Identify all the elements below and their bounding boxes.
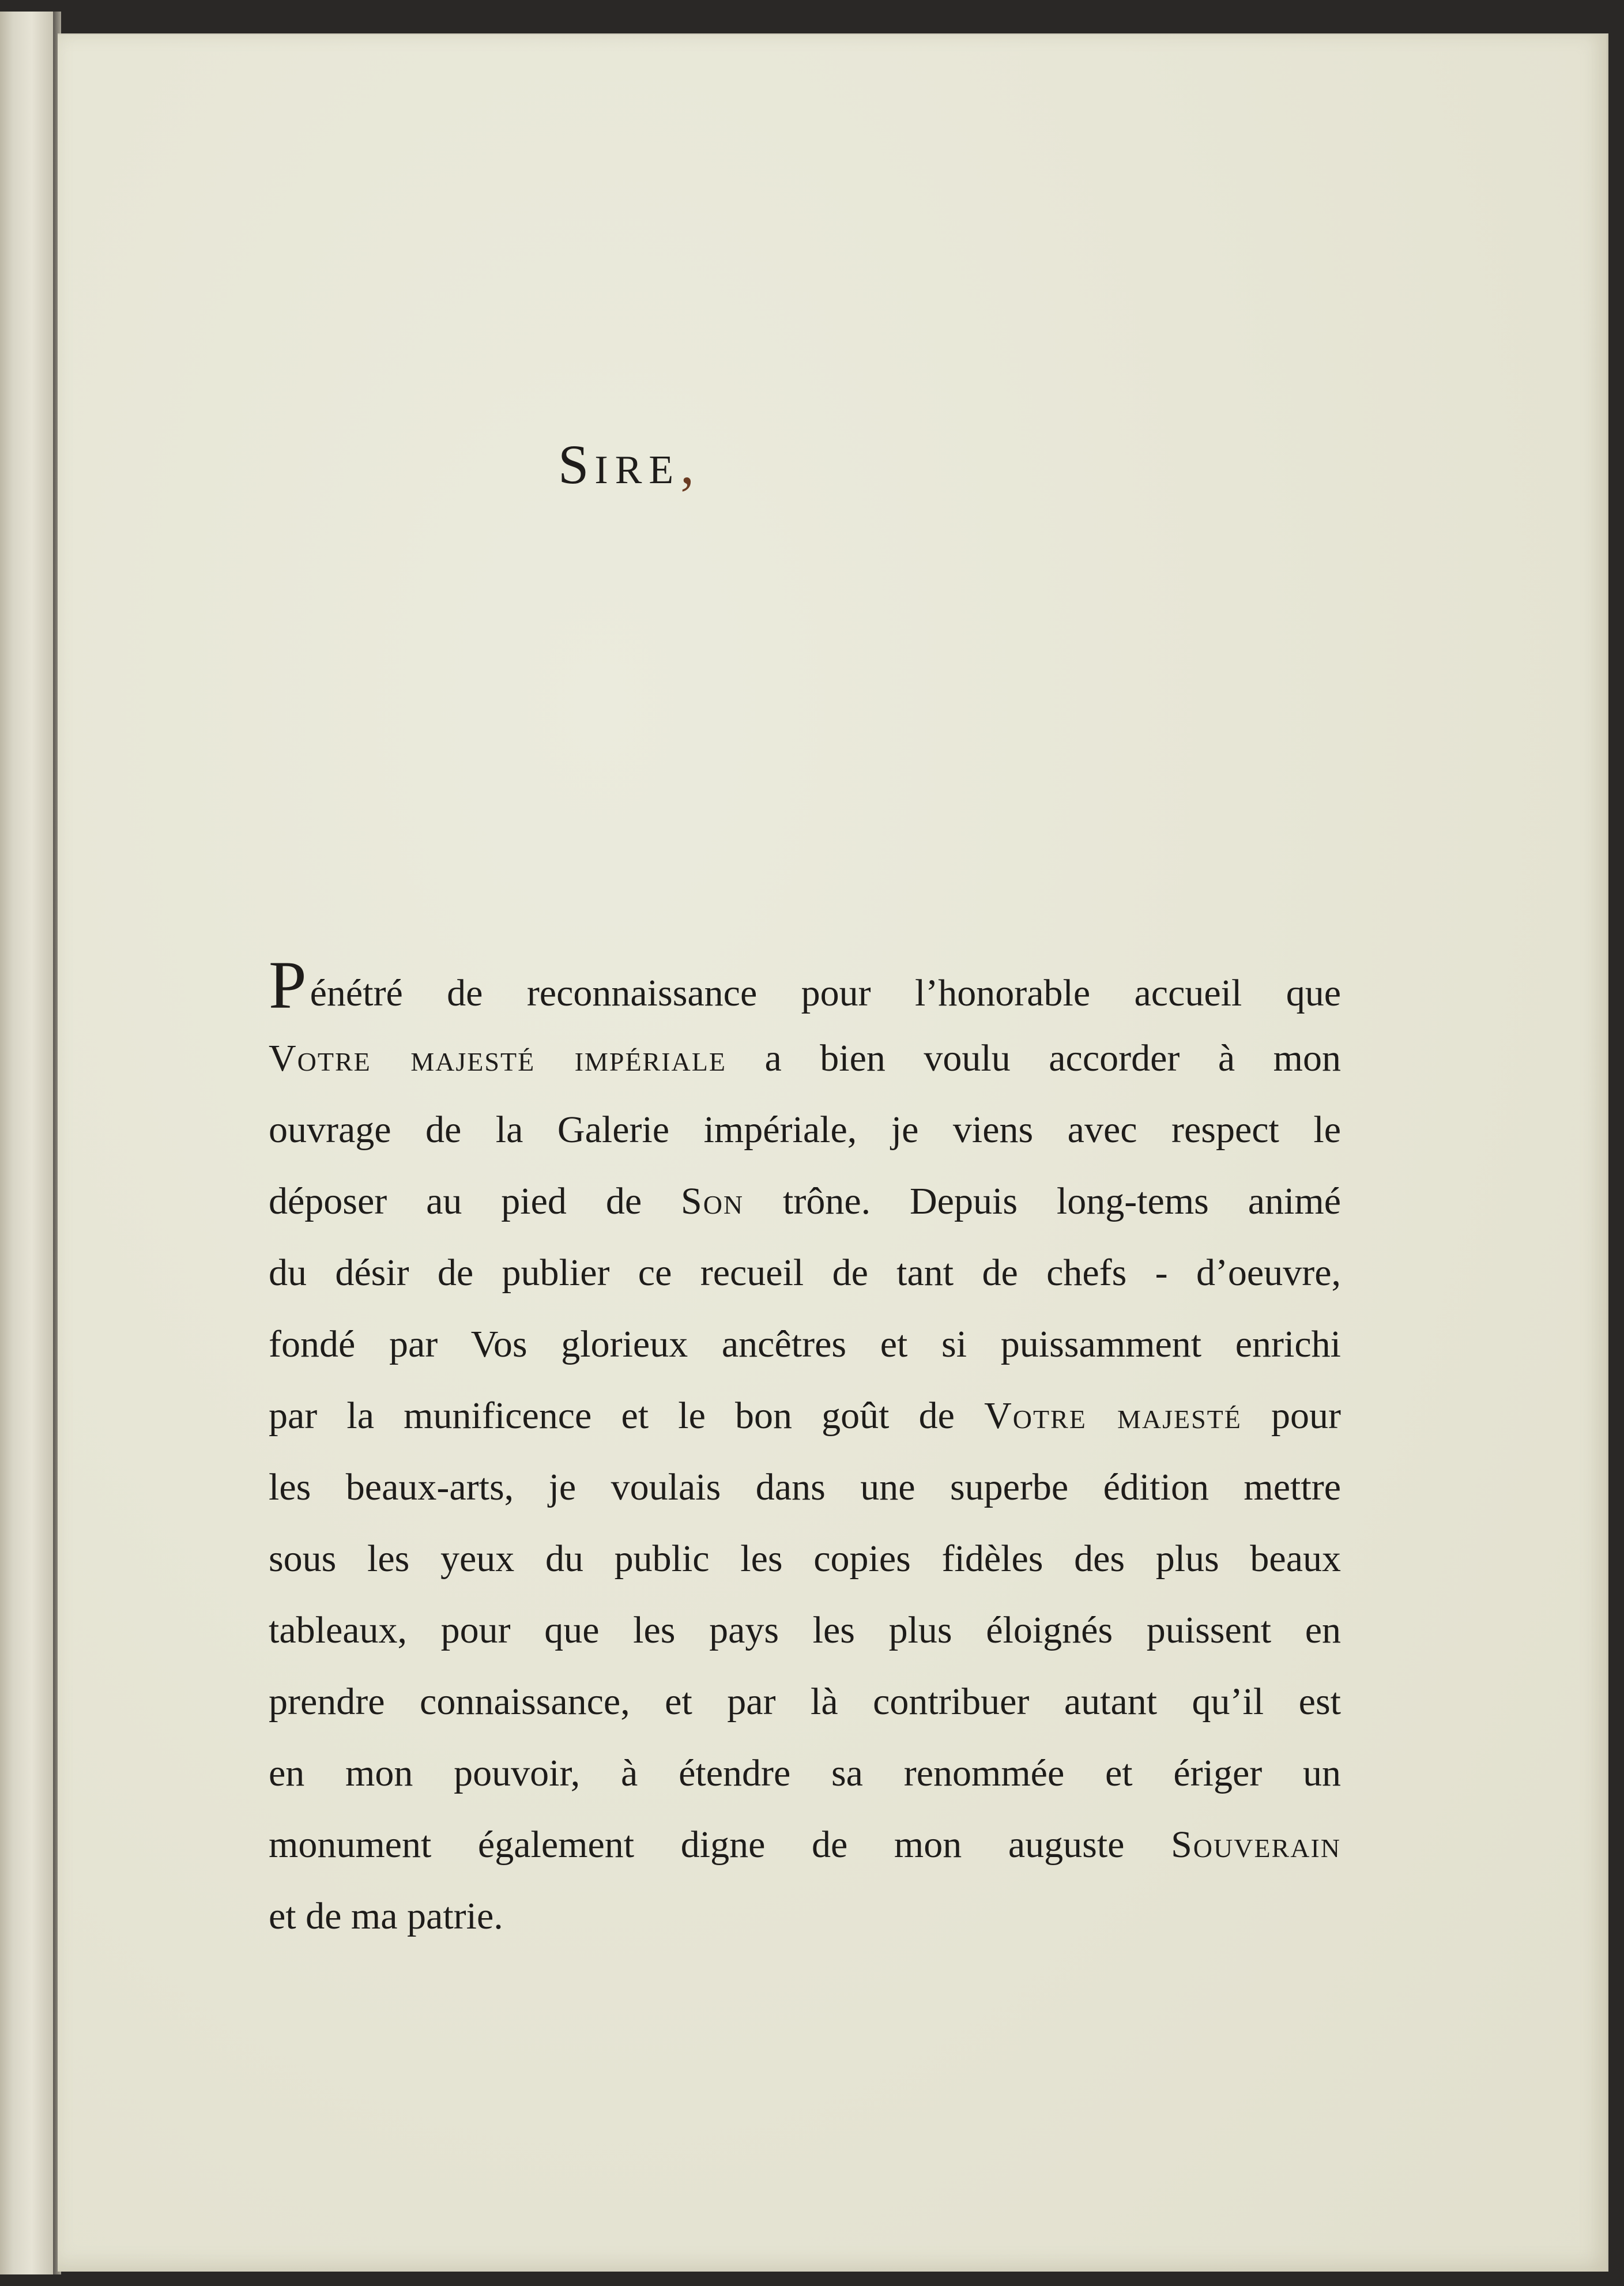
text-line: en mon pouvoir, à étendre sa renommée et ériger un [269,1752,1341,1794]
text-line: monument également digne de mon auguste Souverain [269,1824,1341,1866]
dedication-page [58,33,1608,2272]
small-caps-word: Votre majesté impériale [269,1037,726,1079]
text-line: par la munificence et le bon goût de Votre majesté pour [269,1395,1341,1437]
text-line: les beaux-arts, je voulais dans une superbe édition mettre [269,1466,1341,1508]
text-line: ouvrage de la Galerie impériale, je viens avec respect le [269,1109,1341,1151]
dedication-text [269,947,1341,1952]
left-page-edge [0,12,56,2274]
initial-letter: P [269,947,307,1023]
text-line: du désir de publier ce recueil de tant de chefs - d’oeuvre, [269,1252,1341,1294]
small-caps-word: Souverain [1171,1824,1341,1866]
text-line: prendre connaissance, et par là contribuer autant qu’il est [269,1681,1341,1723]
salutation-rest: IRE [594,448,681,492]
text-line: fondé par Vos glorieux ancêtres et si puissamment enrichi [269,1323,1341,1365]
text-line: Pénétré de reconnaissance pour l’honorable accueil que [269,947,1341,1023]
text-line: tableaux, pour que les pays les plus éloignés puissent en [269,1609,1341,1651]
salutation-punctuation: , [680,434,700,495]
salutation [558,434,700,495]
salutation-initial: S [558,434,595,495]
text-line: Votre majesté impériale a bien voulu accorder à mon [269,1037,1341,1079]
small-caps-word: Son [681,1180,744,1222]
small-caps-word: Votre majesté [984,1395,1242,1437]
text-line: déposer au pied de Son trône. Depuis long-tems animé [269,1180,1341,1222]
text-line: et de ma patrie. [269,1895,503,1937]
text-line: sous les yeux du public les copies fidèles des plus beaux [269,1538,1341,1580]
